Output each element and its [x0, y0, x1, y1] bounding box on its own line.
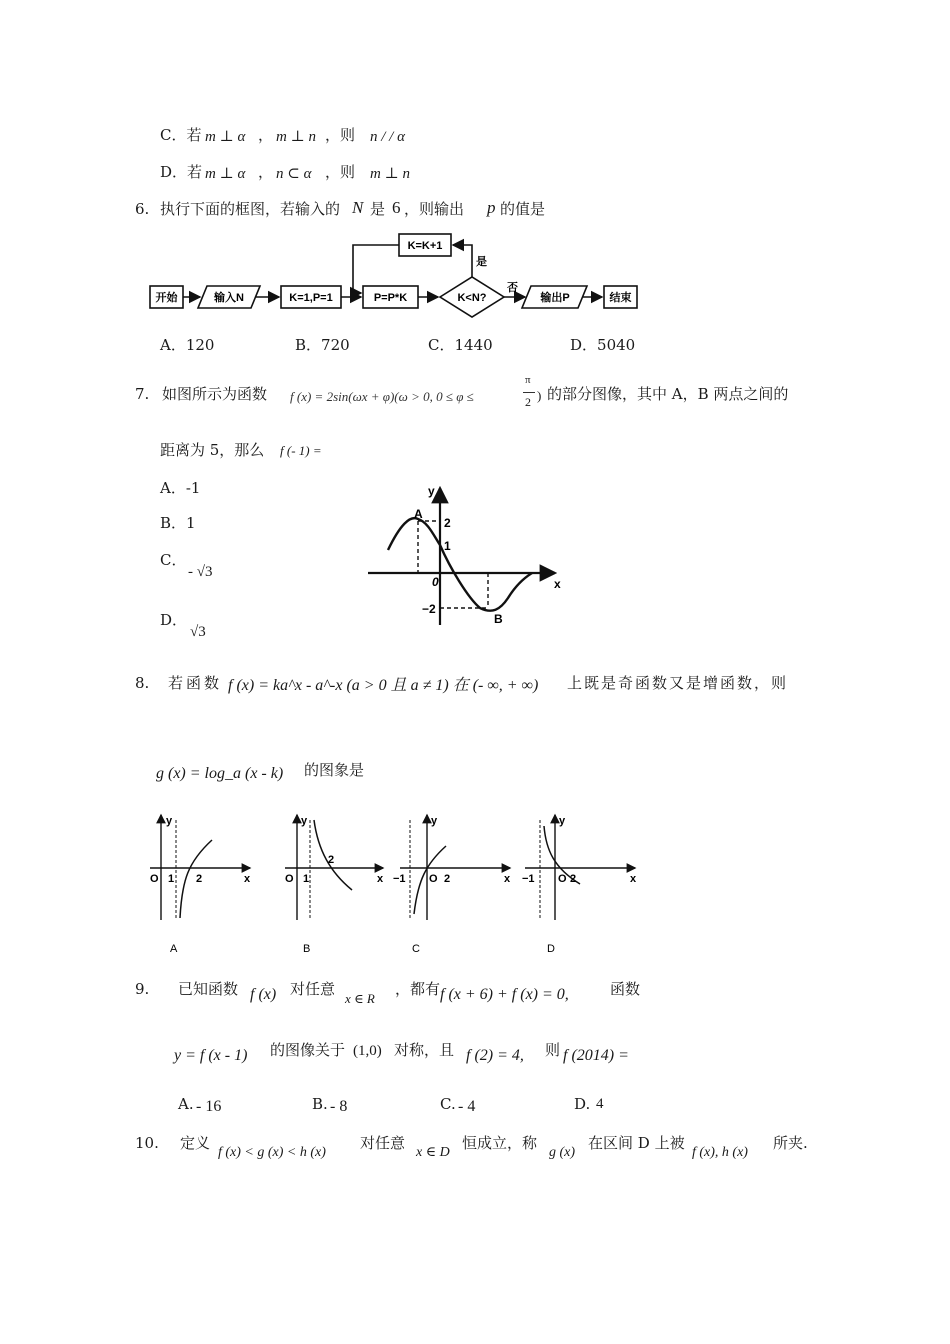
svg-text:−1: −1 [522, 873, 535, 885]
q9-option-a-value: - 16 [196, 1098, 222, 1115]
flow-incr-text: K=K+1 [407, 240, 443, 252]
q7-sine-graph [360, 480, 575, 630]
q9-point: (1,0) [353, 1043, 382, 1059]
q9-option-a: A. [178, 1095, 194, 1113]
q8-graph-d-label: D [547, 943, 555, 955]
q9-fx: f (x) [250, 986, 277, 1003]
svg-text:2: 2 [444, 873, 451, 885]
q7-text-2: 的部分图像，其中 A，B 两点之间的 [547, 385, 789, 403]
q8-graph-c [393, 815, 511, 955]
q5-c-label: C．若 [160, 126, 202, 144]
flow-no-text: 否 [507, 282, 518, 294]
q9-text-2: 对任意 [290, 980, 336, 998]
q9-text-1: 已知函数 [178, 980, 239, 998]
q5-c-sep1: ， [258, 126, 274, 144]
q8-graph-d [522, 815, 637, 955]
q7-f-expr: f (- 1) = [280, 443, 322, 458]
q7-option-a: A．-1 [160, 479, 201, 497]
q9-option-b: B. [312, 1095, 328, 1113]
q7-point-a: A [414, 507, 423, 521]
q9-f2: f (2) = 4, [466, 1047, 524, 1064]
q8-graph-b-label: B [303, 943, 311, 955]
q7-close-paren: ) [537, 388, 542, 403]
q10-fh: f (x), h (x) [692, 1145, 748, 1160]
q7-line-2: 距离为 5，那么 [160, 441, 265, 459]
flow-input-text: 输入N [214, 292, 244, 304]
q9-number: 9. [135, 980, 150, 998]
q7-y-label: y [428, 484, 435, 498]
svg-text:1: 1 [303, 873, 310, 885]
q9-text-4: 函数 [610, 980, 641, 998]
q6-text-2: 是 [370, 200, 386, 218]
q9-line2-a: y = f (x - 1) [174, 1047, 248, 1064]
svg-text:O: O [150, 873, 159, 885]
q7-two: 2 [525, 395, 531, 409]
q7-text-1: 如图所示为函数 [162, 385, 268, 403]
q9-option-c-value: - 4 [458, 1098, 476, 1115]
q5-c-math1: m ⊥ α [205, 129, 246, 145]
q9-option-c: C. [440, 1095, 456, 1113]
q7-option-d-value: √3 [190, 624, 206, 640]
svg-text:2: 2 [196, 873, 203, 885]
svg-text:x: x [630, 873, 637, 885]
q10-text-4: 在区间 D 上被 [588, 1134, 685, 1152]
flow-yes-text: 是 [476, 256, 487, 268]
q8-graph-options [140, 810, 660, 960]
q10-text-2: 对任意 [360, 1134, 406, 1152]
q8-graph-a-label: A [170, 943, 178, 955]
q10-text-3: 恒成立，称 [462, 1134, 538, 1152]
q6-option-c: C．1440 [428, 336, 493, 354]
flow-end-text: 结束 [609, 292, 632, 304]
flow-output-text: 输出P [540, 292, 570, 304]
q9-text-3: ，都有 [395, 980, 441, 998]
q7-tick-1: 1 [444, 539, 451, 553]
q10-xd: x ∈ D [416, 1145, 450, 1160]
q10-text-5: 所夹. [773, 1134, 808, 1152]
svg-text:y: y [166, 815, 173, 827]
q6-value: 6 [392, 198, 401, 217]
q8-graph-c-label: C [412, 943, 420, 955]
q10-ineq: f (x) < g (x) < h (x) [218, 1145, 326, 1160]
q5-d-sep1: ， [258, 163, 274, 181]
q8-graph-b [285, 815, 384, 955]
q10-number: 10. [135, 1134, 159, 1152]
q7-option-d: D． [160, 611, 188, 629]
q6-var-p: p [487, 198, 496, 217]
q9-then: 则 [545, 1041, 561, 1059]
q10-text-1: 定义 [180, 1134, 211, 1152]
q5-c-math3: n / / α [370, 129, 405, 145]
q10-gx: g (x) [549, 1145, 576, 1160]
q9-option-b-value: - 8 [330, 1098, 348, 1115]
q6-option-d: D．5040 [570, 336, 636, 354]
q7-option-c: C． [160, 551, 187, 569]
q6-text-4: 的值是 [500, 200, 546, 218]
q7-option-c-value: - √3 [188, 564, 213, 580]
q7-pi: π [525, 374, 531, 386]
q7-point-b: B [494, 612, 503, 626]
flow-start-text: 开始 [155, 292, 178, 304]
q7-x-label: x [554, 577, 561, 591]
svg-text:O: O [285, 873, 294, 885]
flow-init-text: K=1,P=1 [289, 292, 333, 304]
q9-eq: f (x + 6) + f (x) = 0, [440, 986, 569, 1003]
q6-var-n: N [352, 198, 364, 217]
q6-text-3: ，则输出 [404, 200, 465, 218]
svg-text:2: 2 [328, 854, 335, 866]
q5-c-sep2: ，则 [325, 126, 356, 144]
q5-d-math1: m ⊥ α [205, 166, 246, 182]
svg-text:−1: −1 [393, 873, 406, 885]
q8-graph-a [150, 815, 251, 955]
q7-tick-2: 2 [444, 516, 451, 530]
q7-origin: 0 [432, 575, 439, 589]
flow-calc-text: P=P*K [373, 292, 408, 304]
svg-text:x: x [504, 873, 511, 885]
q9-line2-c: 对称，且 [394, 1041, 455, 1059]
q7-number: 7. [135, 385, 150, 403]
q8-formula: f (x) = ka^x - a^-x (a > 0 且 a ≠ 1) 在 (- ∞, + ∞) [228, 677, 539, 694]
q7-formula: f (x) = 2sin(ωx + φ)(ω > 0, 0 ≤ φ ≤ [290, 389, 474, 404]
svg-text:2: 2 [570, 873, 577, 885]
q9-line2-b: 的图像关于 [270, 1041, 346, 1059]
q7-option-b: B．1 [160, 514, 196, 532]
q5-d-math3: m ⊥ n [370, 166, 410, 182]
svg-text:x: x [377, 873, 384, 885]
svg-text:y: y [301, 815, 308, 827]
q5-d-label: D．若 [160, 163, 203, 181]
q9-xr: x ∈ R [345, 991, 375, 1006]
svg-text:y: y [559, 815, 566, 827]
q6-option-b: B．720 [295, 336, 350, 354]
svg-text:1: 1 [168, 873, 175, 885]
q8-g-expr: g (x) = log_a (x - k) [156, 765, 284, 782]
q5-c-math2: m ⊥ n [276, 129, 316, 145]
q9-option-d: D. [574, 1095, 591, 1113]
q6-option-a: A．120 [160, 336, 215, 354]
q8-number: 8. [135, 674, 150, 692]
svg-text:O: O [558, 873, 567, 885]
q7-sine-curve [388, 518, 532, 611]
svg-text:y: y [431, 815, 438, 827]
q8-text-2: 上既是奇函数又是增函数，则 [567, 674, 789, 692]
q5-d-sep2: ，则 [325, 163, 356, 181]
q7-tick-neg-2: −2 [422, 602, 436, 616]
q5-d-math2: n ⊂ α [276, 166, 312, 182]
q6-text-1: 执行下面的框图，若输入的 [160, 200, 341, 218]
q6-number: 6. [135, 200, 150, 218]
q9-f2014: f (2014) = [563, 1047, 629, 1064]
svg-text:O: O [429, 873, 438, 885]
q6-flowchart [145, 225, 655, 320]
q8-text-1: 若函数 [168, 674, 223, 692]
q7-fraction-bar [523, 392, 535, 393]
svg-text:x: x [244, 873, 251, 885]
flow-cond-text: K<N? [457, 292, 487, 304]
q8-text-3: 的图象是 [304, 761, 365, 779]
q9-option-d-value: 4 [596, 1096, 604, 1112]
